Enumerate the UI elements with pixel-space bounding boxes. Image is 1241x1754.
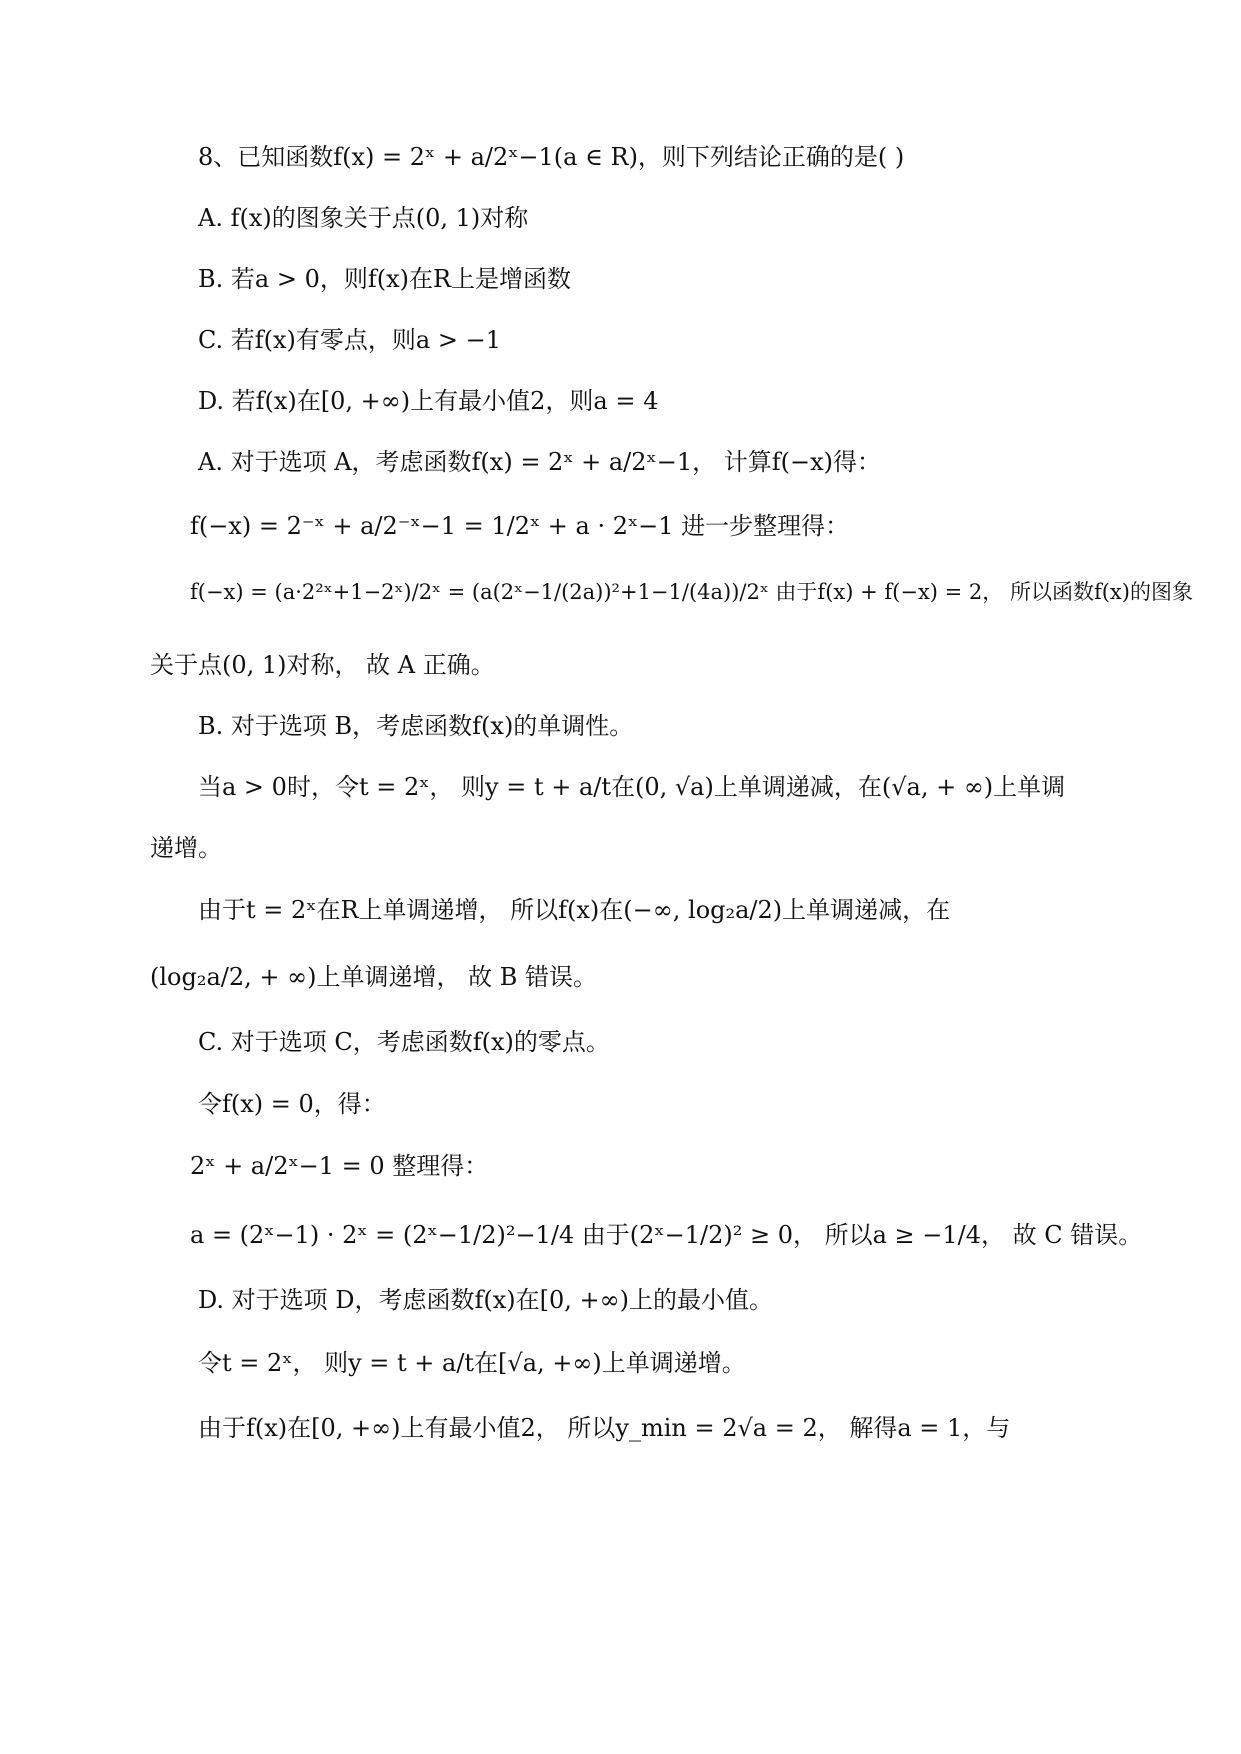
option-d: D. 若f(x)在[0, +∞)上有最小值2，则a = 4	[198, 387, 659, 415]
option-b: B. 若a > 0，则f(x)在R上是增函数	[198, 265, 572, 293]
solution-a-intro: A. 对于选项 A，考虑函数f(x) = 2ˣ + a/2ˣ−1， 计算f(−x)得：	[198, 448, 881, 476]
solution-d-step2: 由于f(x)在[0, +∞)上有最小值2， 所以y_min = 2√a = 2， 解得a = 1，与	[198, 1414, 1011, 1442]
solution-c-conclusion: a = (2ˣ−1) · 2ˣ = (2ˣ−1/2)²−1/4 由于(2ˣ−1/2)² ≥ 0， 所以a ≥ −1/4， 故 C 错误。	[190, 1221, 1143, 1249]
solution-b-intro: B. 对于选项 B，考虑函数f(x)的单调性。	[198, 712, 634, 740]
solution-b-conclusion: (log₂a/2, + ∞)上单调递增， 故 B 错误。	[150, 963, 598, 991]
solution-b-step1-cont: 递增。	[150, 834, 222, 862]
solution-d-step1: 令t = 2ˣ， 则y = t + a/t在[√a, +∞)上单调递增。	[198, 1349, 746, 1377]
option-c: C. 若f(x)有零点，则a > −1	[198, 326, 501, 354]
solution-a-step2: f(−x) = (a·2²ˣ+1−2ˣ)/2ˣ = (a(2ˣ−1/(2a))²+1−1/(4a))/2ˣ 由于f(x) + f(−x) = 2， 所以函数f(x)的图象	[190, 580, 1193, 604]
question-stem: 8、已知函数f(x) = 2ˣ + a/2ˣ−1(a ∈ R)，则下列结论正确的是( )	[198, 143, 905, 171]
solution-c-intro: C. 对于选项 C，考虑函数f(x)的零点。	[198, 1028, 610, 1056]
solution-a-conclusion: 关于点(0, 1)对称， 故 A 正确。	[150, 651, 495, 679]
solution-b-step2: 由于t = 2ˣ在R上单调递增， 所以f(x)在(−∞, log₂a/2)上单调递减，在	[198, 896, 951, 924]
solution-a-step1: f(−x) = 2⁻ˣ + a/2⁻ˣ−1 = 1/2ˣ + a · 2ˣ−1 进一步整理得：	[190, 512, 850, 540]
solution-c-step1: 令f(x) = 0，得：	[198, 1090, 386, 1118]
solution-c-step2: 2ˣ + a/2ˣ−1 = 0 整理得：	[190, 1152, 489, 1180]
solution-b-step1: 当a > 0时，令t = 2ˣ， 则y = t + a/t在(0, √a)上单调递减，在(√a, + ∞)上单调	[198, 773, 1066, 801]
option-a: A. f(x)的图象关于点(0, 1)对称	[198, 204, 529, 232]
solution-d-intro: D. 对于选项 D，考虑函数f(x)在[0, +∞)上的最小值。	[198, 1286, 774, 1314]
